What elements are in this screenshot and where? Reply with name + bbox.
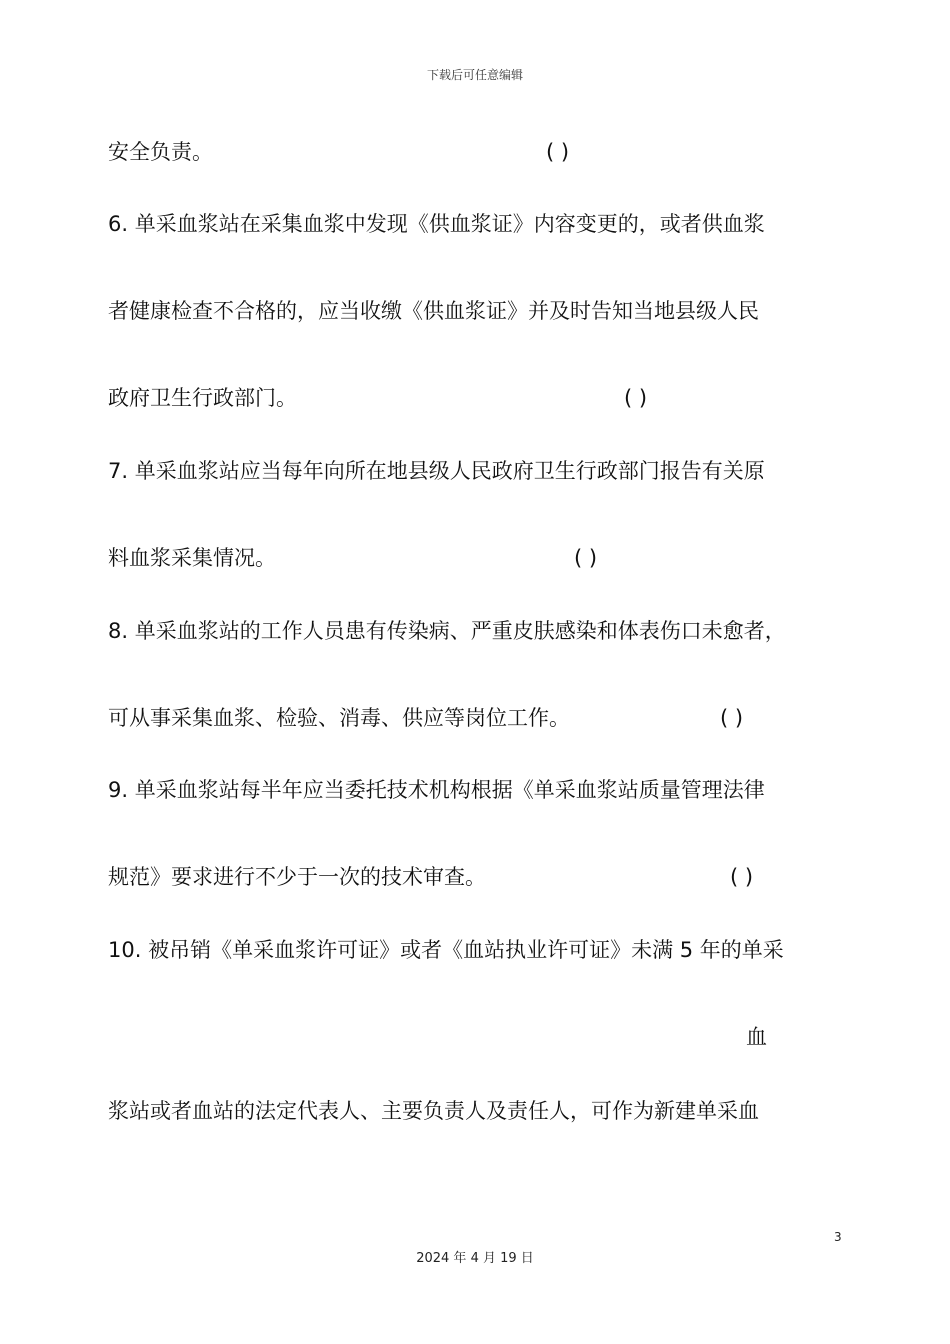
question-9-line-2: 规范》要求进行不少于一次的技术审查。 (108, 865, 486, 889)
question-6-line-3: 政府卫生行政部门。 (108, 386, 297, 410)
question-9-line-1: 9. 单采血浆站每半年应当委托技术机构根据《单采血浆站质量管理法律 (108, 778, 765, 802)
question-8-line-1: 8. 单采血浆站的工作人员患有传染病、严重皮肤感染和体表伤口未愈者， (108, 619, 786, 643)
answer-blank-9: ( ) (730, 865, 754, 889)
question-6-line-1: 6. 单采血浆站在采集血浆中发现《供血浆证》内容变更的，或者供血浆 (108, 212, 765, 236)
footer-date: 2024 年 4 月 19 日 (416, 1251, 534, 1266)
page-header: 下载后可任意编辑 (426, 68, 523, 82)
answer-blank-8: ( ) (720, 706, 744, 730)
question-6-line-2: 者健康检查不合格的，应当收缴《供血浆证》并及时告知当地县级人民 (108, 299, 759, 323)
question-7-line-1: 7. 单采血浆站应当每年向所在地县级人民政府卫生行政部门报告有关原 (108, 459, 765, 483)
question-10-line-1: 10. 被吊销《单采血浆许可证》或者《血站执业许可证》未满 5 年的单采 (108, 938, 784, 962)
question-7-line-2: 料血浆采集情况。 (108, 546, 276, 570)
page-number: 3 (834, 1230, 842, 1244)
text-line-1: 安全负责。 (108, 140, 213, 164)
question-10-line-2: 血 (746, 1025, 767, 1049)
question-10-line-3: 浆站或者血站的法定代表人、主要负责人及责任人，可作为新建单采血 (108, 1099, 759, 1123)
question-8-line-2: 可从事采集血浆、检验、消毒、供应等岗位工作。 (108, 706, 570, 730)
answer-blank-6: ( ) (624, 386, 648, 410)
answer-blank-5: ( ) (546, 140, 570, 164)
answer-blank-7: ( ) (574, 546, 598, 570)
